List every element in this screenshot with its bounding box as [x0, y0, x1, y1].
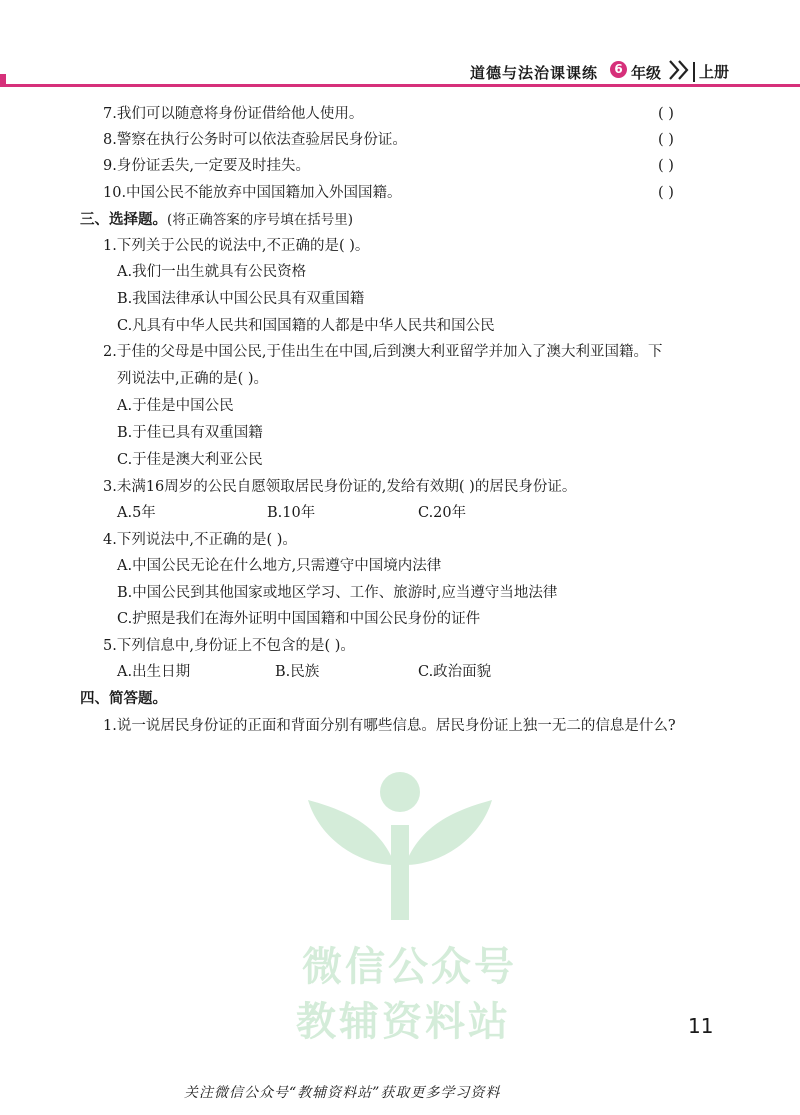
- question-4-option-a: A.中国公民无论在什么地方,只需遵守中国境内法律: [117, 558, 442, 574]
- grade-badge: 6: [610, 61, 627, 78]
- section-3-note: (将正确答案的序号填在括号里): [167, 212, 354, 228]
- answer-paren-9: ( ): [658, 158, 674, 174]
- question-2-option-a: A.于佳是中国公民: [117, 398, 234, 414]
- page-number: 11: [688, 1014, 714, 1038]
- judgement-item-9: 9.身份证丢失,一定要及时挂失。: [103, 158, 310, 174]
- question-5-option-b: B.民族: [275, 664, 320, 680]
- question-2-stem-line-1: 2.于佳的父母是中国公民,于佳出生在中国,后到澳大利亚留学并加入了澳大利亚国籍。下: [103, 344, 663, 360]
- watermark-line-2: 教辅资料站: [296, 999, 511, 1045]
- header-rule: [0, 84, 800, 87]
- section-3-heading: [80, 210, 353, 230]
- watermark-line-1: 微信公众号: [302, 944, 517, 990]
- judgement-item-10: 10.中国公民不能放弃中国国籍加入外国国籍。: [103, 185, 402, 201]
- question-3-option-c: C.20年: [418, 505, 467, 521]
- watermark-sprout-logo-icon: [300, 770, 500, 930]
- header-title: 道德与法治课课练: [470, 64, 599, 82]
- question-1-option-b: B.我国法律承认中国公民具有双重国籍: [117, 291, 365, 307]
- question-4-option-b: B.中国公民到其他国家或地区学习、工作、旅游时,应当遵守当地法律: [117, 585, 558, 601]
- question-2-stem-line-2: 列说法中,正确的是( )。: [117, 371, 269, 387]
- question-5-option-a: A.出生日期: [117, 664, 191, 680]
- answer-paren-10: ( ): [658, 185, 674, 201]
- question-2-option-b: B.于佳已具有双重国籍: [117, 425, 263, 441]
- question-1-option-a: A.我们一出生就具有公民资格: [117, 264, 307, 280]
- question-5-option-c: C.政治面貌: [418, 664, 492, 680]
- section-4-title: 四、简答题。: [80, 691, 167, 707]
- question-3-option-a: A.5年: [117, 505, 156, 521]
- question-3-option-b: B.10年: [267, 505, 316, 521]
- question-2-option-c: C.于佳是澳大利亚公民: [117, 452, 263, 468]
- question-4-option-c: C.护照是我们在海外证明中国国籍和中国公民身份的证件: [117, 611, 481, 627]
- judgement-item-7: 7.我们可以随意将身份证借给他人使用。: [103, 106, 364, 122]
- section-3-title: 三、选择题。: [80, 212, 167, 228]
- question-1-option-c: C.凡具有中华人民共和国国籍的人都是中华人民共和国公民: [117, 318, 495, 334]
- question-4-stem: 4.下列说法中,不正确的是( )。: [103, 532, 297, 548]
- answer-paren-7: ( ): [658, 106, 674, 122]
- footer-note: 关注微信公众号“教辅资料站”获取更多学习资料: [184, 1085, 501, 1101]
- question-5-stem: 5.下列信息中,身份证上不包含的是( )。: [103, 638, 355, 654]
- volume-label: 上册: [693, 62, 733, 82]
- answer-paren-8: ( ): [658, 132, 674, 148]
- double-chevron-icon: [667, 57, 693, 83]
- judgement-item-8: 8.警察在执行公务时可以依法查验居民身份证。: [103, 132, 407, 148]
- grade-suffix: 年级: [631, 64, 662, 82]
- question-3-stem: 3.未满16周岁的公民自愿领取居民身份证的,发给有效期( )的居民身份证。: [103, 479, 577, 495]
- short-answer-question-1: 1.说一说居民身份证的正面和背面分别有哪些信息。居民身份证上独一无二的信息是什么?: [103, 718, 676, 734]
- question-1-stem: 1.下列关于公民的说法中,不正确的是( )。: [103, 238, 370, 254]
